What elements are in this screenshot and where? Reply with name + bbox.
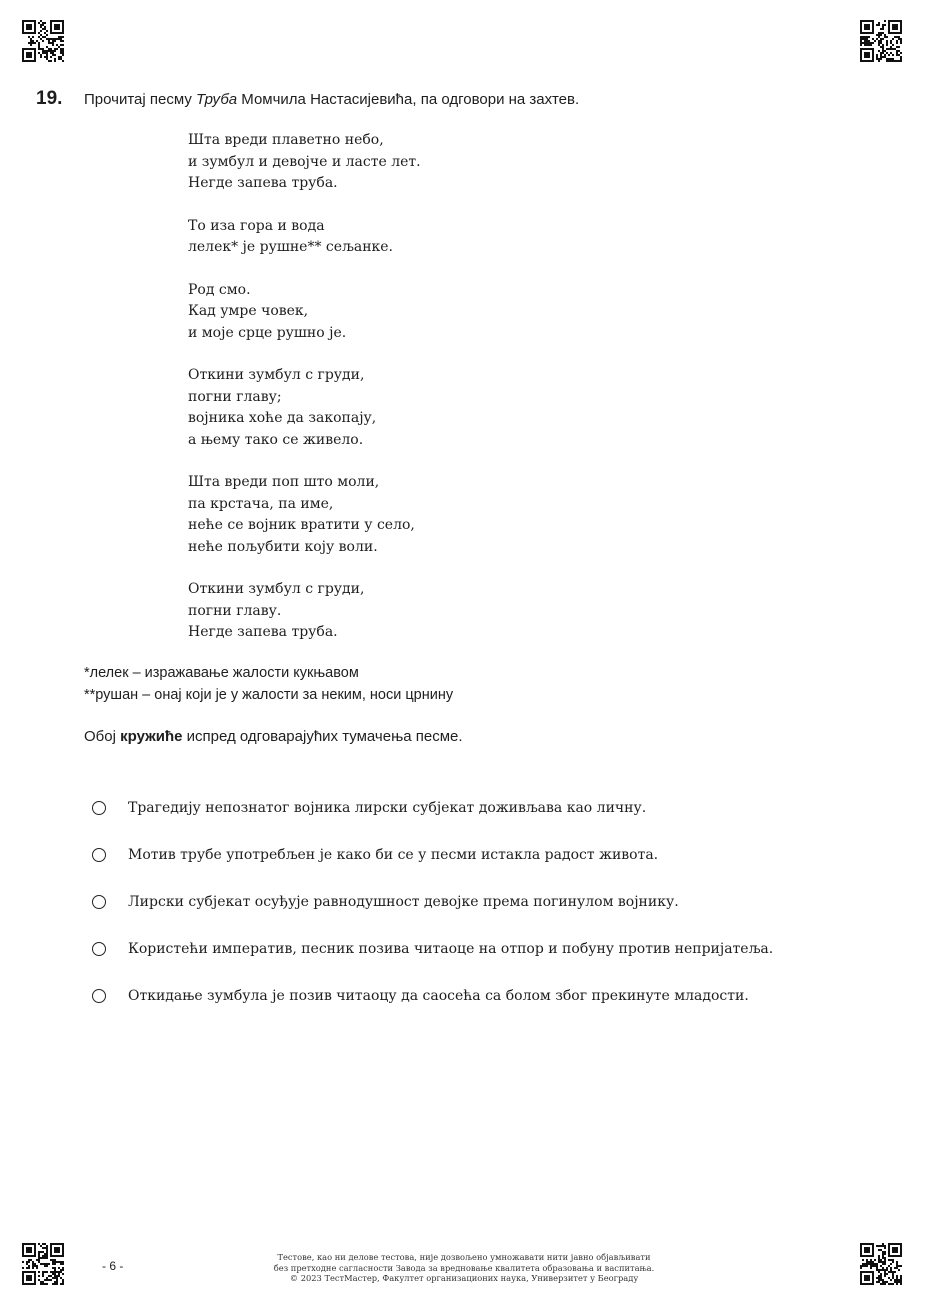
poem-line: неће пољубити коју воли. (188, 538, 378, 555)
instruction-bold: кружиће (120, 728, 183, 745)
poem-line: погни главу; (188, 388, 282, 405)
instruction (84, 728, 463, 745)
radio-circle[interactable] (92, 942, 106, 956)
poem-line: То иза гора и вода (188, 217, 325, 234)
answer-option[interactable] (92, 878, 773, 925)
qr-code-icon (860, 20, 902, 62)
radio-circle[interactable] (92, 989, 106, 1003)
option-text: Користећи императив, песник позива читаоце на отпор и побуну против непријатеља. (128, 940, 774, 957)
poem-stanza (188, 216, 421, 259)
answer-options (92, 784, 773, 1019)
poem-line: војника хоће да закопају, (188, 410, 377, 426)
poem-line: Шта вреди плаветно небо, (188, 132, 384, 148)
footer-line: Тестове, као ни делове тестова, није дозвољено умножавати нити јавно објављивати (277, 1252, 651, 1262)
radio-circle[interactable] (92, 895, 106, 909)
poem-line: лелек* је рушне** сељанке. (188, 239, 394, 255)
footer-line: © 2023 ТестМастер, Факултет организационих наука, Универзитет у Београду (289, 1273, 639, 1283)
page-number: - 6 - (102, 1259, 124, 1273)
question-number: 19. (36, 88, 63, 109)
poem-line: Откини зумбул с груди, (188, 581, 365, 597)
poem-line: па крстача, па име, (188, 495, 334, 512)
prompt-text: Момчила Настасијевића, па одговори на захтев. (237, 91, 580, 108)
poem-stanza (188, 365, 421, 451)
poem-line: и моје срце рушно је. (188, 324, 347, 341)
option-text: Мотив трубе употребљен је како би се у песми истакла радост живота. (128, 846, 659, 863)
prompt-text: Прочитај песму (84, 91, 196, 108)
radio-circle[interactable] (92, 801, 106, 815)
footnote: *лелек – изражавање жалости кукњавом (84, 665, 359, 681)
footer-line: без претходне сагласности Завода за вредновање квалитета образовања и васпитања. (273, 1262, 655, 1273)
qr-code-icon (22, 1243, 64, 1285)
qr-code-icon (22, 20, 64, 62)
poem-stanza (188, 130, 421, 195)
poem-line: погни главу. (188, 602, 282, 619)
instruction-text: испред одговарајућих тумачења песме. (182, 728, 463, 745)
copyright-footer (240, 1252, 688, 1284)
instruction-text: Обој (84, 728, 121, 745)
answer-option[interactable] (92, 831, 773, 878)
poem-stanza (188, 579, 421, 644)
question-prompt (84, 91, 579, 108)
option-text: Откидање зумбула је позив читаоцу да саосећа са болом због прекинуте младости. (128, 987, 749, 1004)
poem-line: Род смо. (188, 281, 251, 298)
answer-option[interactable] (92, 784, 773, 831)
poem-stanza (188, 472, 421, 558)
poem (188, 130, 421, 665)
qr-code-icon (860, 1243, 902, 1285)
poem-line: и зумбул и девојче и ласте лет. (188, 153, 421, 170)
poem-line: Шта вреди поп што моли, (188, 474, 380, 490)
poem-line: Негде запева труба. (188, 175, 338, 191)
poem-line: неће се војник вратити у село, (188, 517, 415, 533)
footnotes (84, 663, 453, 706)
poem-stanza (188, 280, 421, 345)
poem-line: Негде запева труба. (188, 624, 338, 640)
option-text: Трагедију непознатог војника лирски субјекат доживљава као личну. (128, 799, 647, 816)
poem-line: а њему тако се живело. (188, 431, 364, 448)
poem-line: Кад умре човек, (188, 303, 309, 319)
radio-circle[interactable] (92, 848, 106, 862)
poem-title: Труба (196, 91, 238, 108)
option-text: Лирски субјекат осуђује равнодушност девојке према погинулом војнику. (128, 893, 679, 910)
footnote: **рушан – онај који је у жалости за неким, носи црнину (84, 686, 454, 703)
answer-option[interactable] (92, 925, 773, 972)
answer-option[interactable] (92, 972, 773, 1019)
poem-line: Откини зумбул с груди, (188, 367, 365, 383)
